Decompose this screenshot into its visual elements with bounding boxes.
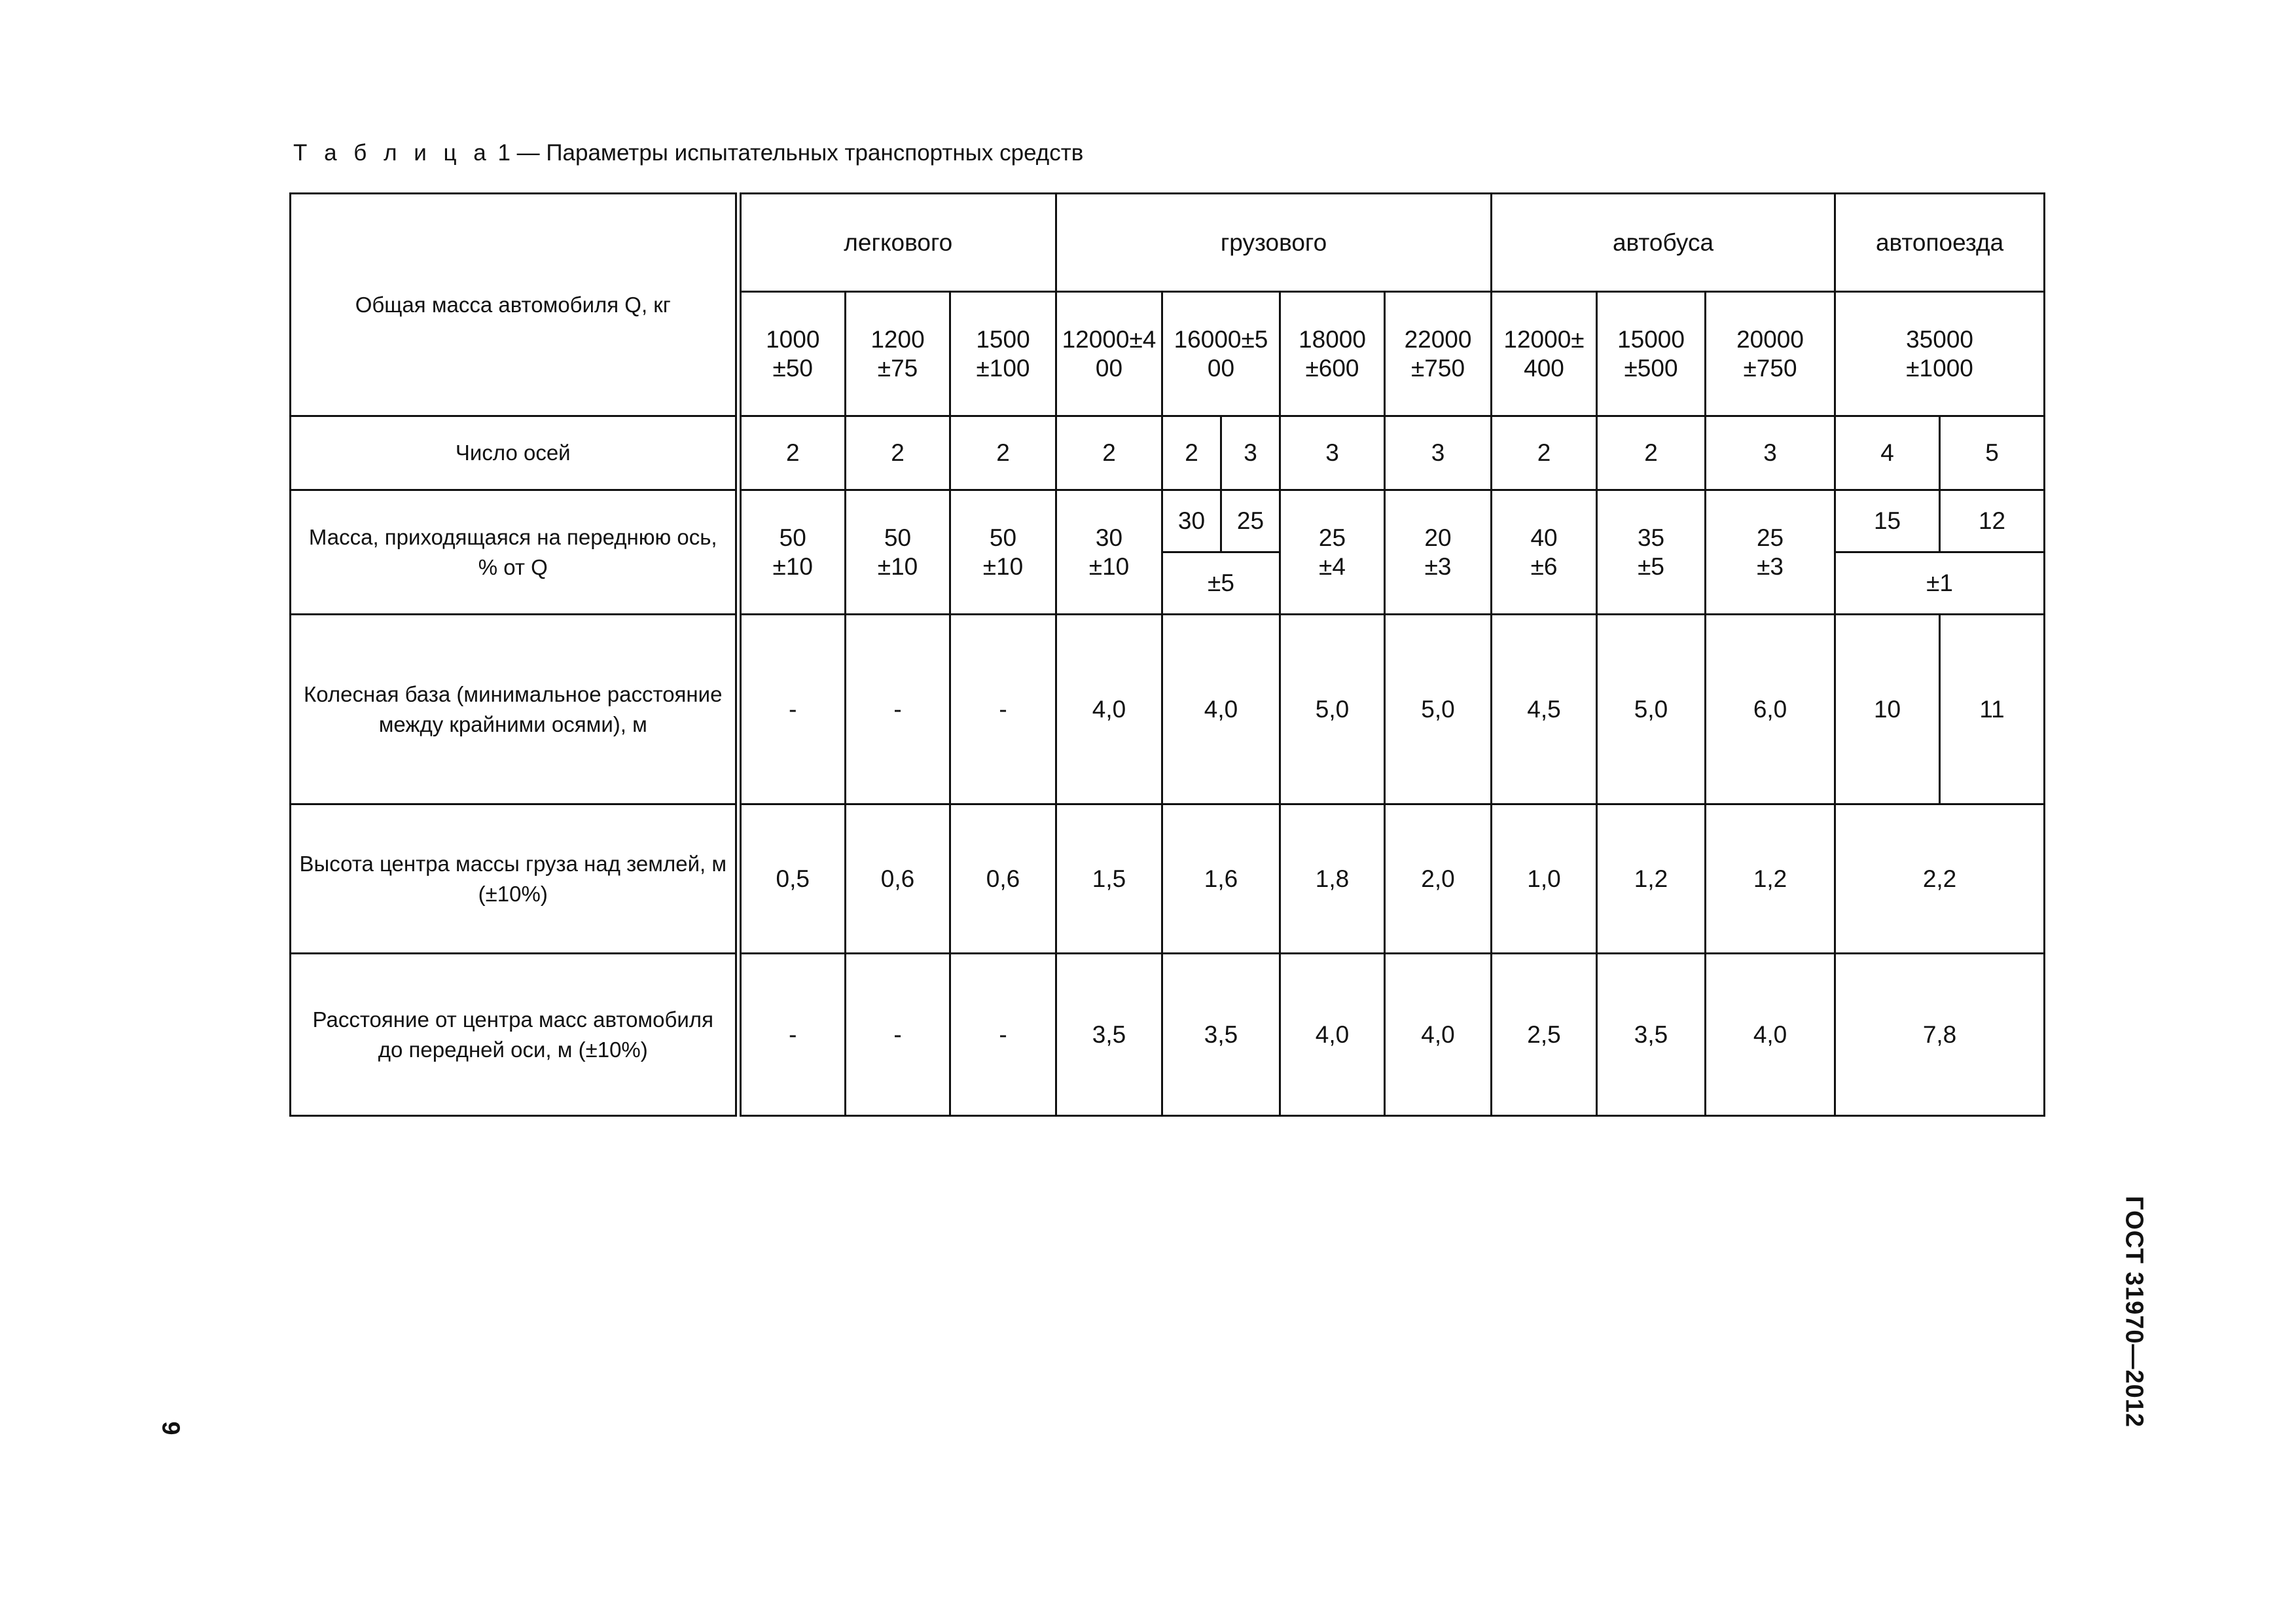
mass-cell [1162, 292, 1280, 416]
front-mass-tolerance: ±6 [1530, 552, 1558, 580]
wheelbase-cell: 5,0 [1280, 615, 1385, 804]
mass-value: 12000±4 [1062, 325, 1157, 353]
cg-height-cell: 1,0 [1492, 804, 1597, 954]
mass-tolerance: 00 [1207, 354, 1235, 382]
cg-distance-label [291, 954, 738, 1116]
wheelbase-cell: 11 [1940, 615, 2045, 804]
group-header-road-train: автопоезда [1835, 194, 2045, 292]
mass-cell [950, 292, 1056, 416]
cg-distance-cell: 3,5 [1597, 954, 1706, 1116]
cg-distance-label-line: до передней оси, м (±10%) [378, 1037, 648, 1062]
wheelbase-cell: 6,0 [1706, 615, 1835, 804]
cg-height-cell: 1,2 [1706, 804, 1835, 954]
axles-cell: 3 [1706, 416, 1835, 490]
wheelbase-cell: 4,0 [1056, 615, 1162, 804]
axles-cell: 5 [1940, 416, 2045, 490]
front-mass-tolerance-cell: ±5 [1162, 552, 1280, 615]
mass-value: 12000± [1503, 325, 1585, 353]
cg-distance-cell: 7,8 [1835, 954, 2045, 1116]
front-mass-tolerance: ±10 [877, 552, 918, 580]
group-header-bus: автобуса [1492, 194, 1835, 292]
axles-cell: 2 [1597, 416, 1706, 490]
cg-height-row [291, 804, 2045, 954]
front-mass-tolerance: ±5 [1638, 552, 1664, 580]
front-mass-tolerance: ±10 [982, 552, 1024, 580]
front-mass-value: 35 [1637, 524, 1665, 551]
wheelbase-cell: 4,5 [1492, 615, 1597, 804]
standard-designation: ГОСТ 31970—2012 [2120, 1195, 2148, 1428]
wheelbase-cell: - [738, 615, 846, 804]
front-mass-value: 25 [1318, 524, 1346, 551]
front-mass-label-line: % от Q [478, 554, 548, 579]
wheelbase-cell: 10 [1835, 615, 1940, 804]
axles-label: Число осей [291, 416, 738, 490]
mass-value: 1500 [976, 325, 1030, 353]
cg-height-cell: 1,5 [1056, 804, 1162, 954]
front-mass-cell [950, 490, 1056, 615]
cg-distance-cell: - [846, 954, 950, 1116]
front-mass-cell [846, 490, 950, 615]
mass-value: 20000 [1736, 325, 1804, 353]
mass-value: 1200 [870, 325, 925, 353]
axles-cell: 2 [1492, 416, 1597, 490]
front-mass-tolerance: ±4 [1319, 552, 1346, 580]
wheelbase-row [291, 615, 2045, 804]
wheelbase-label-line: Колесная база (минимальное расстояние [304, 681, 723, 706]
cg-height-cell: 1,2 [1597, 804, 1706, 954]
cg-height-cell: 1,8 [1280, 804, 1385, 954]
cg-height-label-line: Высота центра массы груза над землей, м [299, 851, 727, 876]
axles-cell: 2 [846, 416, 950, 490]
mass-value: 35000 [1906, 325, 1973, 353]
cg-height-cell: 0,6 [846, 804, 950, 954]
front-mass-label-line: Масса, приходящаяся на переднюю ось, [308, 524, 717, 549]
wheelbase-label [291, 615, 738, 804]
front-mass-cell [738, 490, 846, 615]
mass-cell [1385, 292, 1492, 416]
group-header-truck: грузового [1056, 194, 1492, 292]
front-mass-value: 30 [1095, 524, 1123, 551]
front-mass-value: 25 [1756, 524, 1784, 551]
group-header-passenger: легкового [738, 194, 1056, 292]
front-mass-value: 40 [1530, 524, 1558, 551]
front-mass-cell: 15 [1835, 490, 1940, 552]
wheelbase-cell: 5,0 [1597, 615, 1706, 804]
cg-height-label-line: (±10%) [478, 881, 548, 906]
wheelbase-cell: 5,0 [1385, 615, 1492, 804]
front-mass-cell [1056, 490, 1162, 615]
cg-distance-cell: 4,0 [1385, 954, 1492, 1116]
front-mass-value: 50 [779, 524, 806, 551]
front-mass-tolerance-cell: ±1 [1835, 552, 2045, 615]
cg-height-cell: 0,6 [950, 804, 1056, 954]
front-mass-value: 20 [1424, 524, 1452, 551]
mass-tolerance: ±100 [976, 354, 1030, 382]
axles-cell: 3 [1221, 416, 1280, 490]
cg-distance-cell: - [950, 954, 1056, 1116]
axles-cell: 3 [1385, 416, 1492, 490]
front-mass-label [291, 490, 738, 615]
cg-distance-cell: 4,0 [1280, 954, 1385, 1116]
total-mass-label: Общая масса автомобиля Q, кг [291, 194, 738, 416]
mass-tolerance: ±75 [877, 354, 918, 382]
mass-cell [1056, 292, 1162, 416]
wheelbase-cell: - [950, 615, 1056, 804]
front-mass-tolerance: ±3 [1757, 552, 1784, 580]
mass-cell [846, 292, 950, 416]
mass-value: 16000±5 [1174, 325, 1268, 353]
table-caption [293, 140, 1083, 166]
axles-cell: 4 [1835, 416, 1940, 490]
cg-height-cell: 2,2 [1835, 804, 2045, 954]
mass-cell [738, 292, 846, 416]
mass-tolerance: ±600 [1305, 354, 1359, 382]
mass-tolerance: ±50 [772, 354, 813, 382]
front-mass-cell [1280, 490, 1385, 615]
cg-height-cell: 2,0 [1385, 804, 1492, 954]
table-caption-text: 1 — Параметры испытательных транспортных средств [497, 140, 1084, 166]
axles-cell: 2 [1162, 416, 1221, 490]
axles-cell: 2 [950, 416, 1056, 490]
axles-row [291, 416, 2045, 490]
front-mass-tolerance: ±10 [772, 552, 813, 580]
cg-height-label [291, 804, 738, 954]
mass-tolerance: ±500 [1624, 354, 1678, 382]
mass-tolerance: 00 [1095, 354, 1123, 382]
cg-distance-cell: 4,0 [1706, 954, 1835, 1116]
front-mass-cell [1385, 490, 1492, 615]
mass-cell [1706, 292, 1835, 416]
front-mass-cell [1597, 490, 1706, 615]
mass-value: 22000 [1404, 325, 1472, 353]
wheelbase-label-line: между крайними осями), м [378, 712, 647, 736]
front-mass-cell: 12 [1940, 490, 2045, 552]
front-mass-tolerance: ±3 [1424, 552, 1452, 580]
mass-tolerance: ±1000 [1906, 354, 1973, 382]
mass-cell [1280, 292, 1385, 416]
front-mass-value: 50 [884, 524, 912, 551]
header-group-row [291, 194, 2045, 292]
page-number: 9 [156, 1421, 185, 1435]
cg-distance-cell: - [738, 954, 846, 1116]
table-caption-prefix: Т а б л и ц а [293, 140, 492, 166]
wheelbase-cell: 4,0 [1162, 615, 1280, 804]
cg-height-cell: 1,6 [1162, 804, 1280, 954]
front-mass-tolerance: ±10 [1088, 552, 1130, 580]
mass-value: 1000 [766, 325, 820, 353]
front-mass-value: 50 [989, 524, 1017, 551]
mass-tolerance: ±750 [1743, 354, 1797, 382]
mass-tolerance: ±750 [1410, 354, 1465, 382]
mass-value: 18000 [1299, 325, 1366, 353]
front-mass-cell: 25 [1221, 490, 1280, 552]
front-mass-cell [1492, 490, 1597, 615]
axles-cell: 3 [1280, 416, 1385, 490]
cg-distance-cell: 3,5 [1056, 954, 1162, 1116]
cg-distance-label-line: Расстояние от центра масс автомобиля [312, 1007, 713, 1032]
axles-cell: 2 [738, 416, 846, 490]
mass-cell [1835, 292, 2045, 416]
front-mass-cell: 30 [1162, 490, 1221, 552]
mass-cell [1492, 292, 1597, 416]
mass-cell [1597, 292, 1706, 416]
wheelbase-cell: - [846, 615, 950, 804]
front-mass-row [291, 490, 2045, 552]
mass-tolerance: 400 [1524, 354, 1564, 382]
cg-distance-cell: 3,5 [1162, 954, 1280, 1116]
front-mass-cell [1706, 490, 1835, 615]
mass-value: 15000 [1617, 325, 1685, 353]
vehicle-parameters-table [289, 192, 2045, 1117]
cg-distance-row [291, 954, 2045, 1116]
axles-cell: 2 [1056, 416, 1162, 490]
cg-distance-cell: 2,5 [1492, 954, 1597, 1116]
cg-height-cell: 0,5 [738, 804, 846, 954]
